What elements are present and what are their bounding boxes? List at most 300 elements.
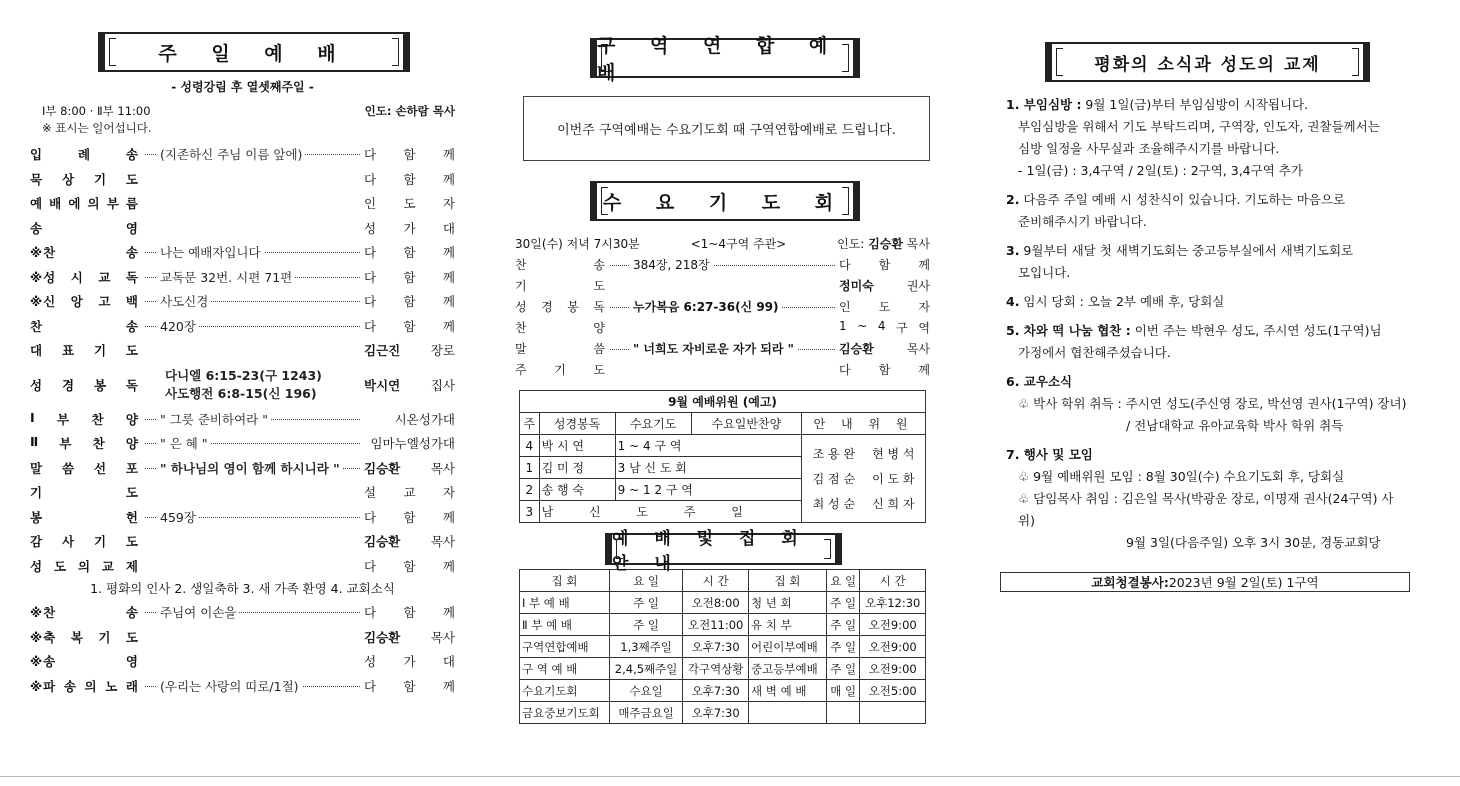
news-item-head: 2. (1006, 192, 1020, 207)
label-part: 교 (403, 485, 416, 501)
wednesday-order-row (515, 338, 930, 359)
standing-note: ※ 표시는 일어섭니다. (42, 121, 152, 135)
schedule-cell: 오전9:00 (860, 636, 926, 658)
label-part: 함 (878, 363, 891, 377)
committee-title-row (520, 391, 926, 413)
label-part: ※찬 (30, 245, 57, 261)
label-part: 시 (70, 269, 84, 285)
wednesday-meta (515, 235, 930, 252)
schedule-cell: 금요중보기도회 (520, 702, 610, 724)
wednesday-item-name (515, 277, 610, 294)
order-item-person (360, 483, 455, 501)
schedule-cell: 각구역상황 (683, 658, 749, 680)
schedule-cell: 2,4,5째주일 (609, 658, 682, 680)
label-part: 다 (364, 678, 377, 694)
union-notice: 이번주 구역예배는 수요기도회 때 구역연합예배로 드립니다. (523, 96, 930, 161)
order-item-name (30, 459, 145, 477)
schedule-cell: 청 년 회 (749, 592, 827, 614)
schedule-header-cell: 시 간 (683, 570, 749, 592)
union-worship-title: 구 역 연 합 예 배 (590, 38, 860, 78)
worship-order-row (30, 216, 455, 241)
news-item-head: 3. (1006, 243, 1020, 258)
wednesday-item-text: " 너희도 자비로운 자가 되라 " (630, 342, 797, 356)
label-part: 함 (878, 258, 891, 272)
wednesday-order-list (515, 254, 930, 380)
news-item (1006, 240, 1410, 284)
service-times: Ⅰ부 8:00 · Ⅱ부 11:00 (42, 104, 151, 118)
news-list (1000, 94, 1410, 554)
order-item-person (360, 292, 455, 310)
label-part: 께 (442, 678, 455, 694)
label-part: 성 (364, 220, 377, 236)
label-part: ※파 (30, 678, 57, 694)
label-part: 께 (918, 258, 930, 272)
news-item-line: 심방 일정을 사무실과 조율해주시기를 바랍니다. (1018, 141, 1280, 156)
schedule-cell: 수요일 (609, 680, 682, 702)
order-item-detail (145, 292, 360, 310)
order-item-person (360, 145, 455, 163)
schedule-cell: 주 일 (826, 592, 860, 614)
label-part: ~ (857, 319, 868, 333)
usher-name: 이 도 화 (872, 472, 915, 486)
usher-name: 현 병 석 (872, 447, 915, 461)
label-part: 함 (403, 147, 416, 163)
label-part: 봉 (30, 509, 44, 525)
label-part: 표 (61, 343, 76, 359)
label-part: 구 (896, 321, 908, 335)
news-item-line: 부임심방을 위해서 기도 부탁드리며, 구역장, 인도자, 권찰들께서는 (1018, 119, 1380, 134)
label-part: 가 (403, 220, 416, 236)
scripture-line: 사도행전 6:8-15(신 196) (165, 385, 317, 401)
person-title: 집사 (430, 377, 455, 393)
worship-order-row (30, 363, 455, 407)
label-part: 도 (593, 363, 605, 377)
wednesday-item-person (835, 298, 930, 315)
label-part: 다 (364, 558, 377, 574)
label-part: 기 (93, 343, 108, 359)
committee-reader: 남 신 도 주 일 (539, 501, 802, 523)
person-name: 김승환 (839, 342, 874, 356)
news-item-text: 9월 1일(금)부터 부임심방이 시작됩니다. (1081, 97, 1309, 112)
worship-order-row (30, 600, 455, 625)
usher-name: 김 점 순 (812, 472, 856, 486)
news-item (1006, 94, 1410, 182)
label-part: 도 (878, 300, 891, 314)
wednesday-order-row (515, 296, 930, 317)
label-part: 께 (442, 605, 455, 621)
worship-order-row (30, 505, 455, 530)
label-part: 께 (442, 269, 455, 285)
label-part: 부 (106, 196, 120, 212)
label-part: 도 (593, 279, 605, 293)
label-part: 송 (125, 318, 139, 334)
label-part: Ⅰ (30, 409, 36, 425)
label-part: 의 (84, 678, 98, 694)
wednesday-order-row (515, 254, 930, 275)
cleaning-value: 2023년 9월 2일(토) 1구역 (1168, 575, 1319, 590)
wednesday-item-person (835, 256, 930, 273)
worship-committee-table (519, 390, 926, 523)
label-part: 영 (125, 654, 139, 670)
schedule-row (520, 592, 926, 614)
wednesday-order-row (515, 359, 930, 380)
worship-order-row (30, 554, 455, 579)
order-item-name (30, 532, 145, 550)
order-item-person (360, 341, 455, 359)
schedule-cell: 오전9:00 (860, 614, 926, 636)
news-item-text: 9월부터 새달 첫 새벽기도회는 중고등부실에서 새벽기도회로 (1019, 243, 1354, 258)
label-part: ※송 (30, 654, 57, 670)
label-part: 찬 (515, 321, 527, 335)
order-item-text: " 하나님의 영이 함께 하시니라 " (157, 461, 343, 476)
label-part: 께 (442, 245, 455, 261)
news-item-heading (1006, 189, 1410, 211)
label-part: 도 (125, 485, 139, 501)
label-part: 복 (70, 629, 84, 645)
wednesday-item-detail (610, 340, 835, 357)
label-part: 도 (125, 629, 139, 645)
order-item-detail (145, 317, 360, 335)
order-item-text: 주님여 이손을 (157, 605, 239, 620)
label-part: 성 (515, 300, 527, 314)
order-item-person (360, 410, 455, 428)
sunday-worship-title: 주 일 예 배 (98, 32, 410, 72)
label-part: 도 (125, 343, 139, 359)
wednesday-date: 30일(수) 저녁 7시30분 (515, 237, 640, 251)
schedule-cell (860, 702, 926, 724)
label-part: 다 (364, 294, 377, 310)
order-item-person (360, 194, 455, 212)
order-item-name (30, 508, 145, 526)
label-part: 찬 (30, 318, 44, 334)
label-part: 다 (364, 245, 377, 261)
order-item-detail (145, 268, 360, 286)
label-part: 도 (125, 171, 139, 187)
schedule-header-cell: 집 회 (520, 570, 610, 592)
wednesday-leader: 인도: 김승환 목사 (837, 237, 930, 251)
label-part: 역 (918, 321, 930, 335)
label-part: 성 (30, 377, 44, 393)
order-item-text: 사도신경 (157, 294, 211, 309)
committee-header-row (520, 413, 926, 435)
order-item-text: " 그릇 준비하여라 " (157, 412, 271, 427)
label-part: 송 (30, 220, 44, 236)
order-item-detail (145, 410, 360, 428)
label-part: 께 (442, 509, 455, 525)
order-item-person (360, 652, 455, 670)
label-part: 례 (77, 147, 92, 163)
label-part: 기 (554, 363, 566, 377)
news-item-line: ♧ 담임목사 취임 : 김은일 목사(박광운 장로, 이명재 권사(24구역) 사위) (1018, 491, 1394, 528)
person-name: 김승환 (364, 629, 401, 645)
worship-order-row (30, 338, 455, 363)
label-part: 상 (61, 171, 76, 187)
worship-order-row (30, 431, 455, 456)
label-part: 4 (877, 319, 886, 333)
label-part: 함 (403, 605, 416, 621)
scripture-line: 다니엘 6:15-23(구 1243) (165, 367, 322, 383)
label-part: 께 (442, 294, 455, 310)
order-item-name (30, 628, 145, 646)
order-item-person (360, 677, 455, 695)
label-part: ※성 (30, 269, 57, 285)
label-part: 봉 (567, 300, 579, 314)
schedule-header-cell: 요 일 (609, 570, 682, 592)
label-part: 께 (442, 558, 455, 574)
label-part: 도 (53, 558, 68, 574)
person-title: 목사 (430, 629, 455, 645)
committee-header-cell: 수요기도 (615, 413, 691, 435)
label-part: 다 (839, 258, 851, 272)
order-item-person (360, 434, 455, 452)
news-item-head: 4. (1006, 294, 1020, 309)
label-part: 입 (30, 147, 44, 163)
order-item-person (360, 268, 455, 286)
label-part: 찬 (515, 258, 527, 272)
news-item (1006, 320, 1410, 364)
label-part: 기 (98, 629, 112, 645)
order-item-detail (145, 603, 360, 621)
news-item-heading (1006, 291, 1410, 313)
label-part: Ⅱ (30, 434, 40, 450)
label-part: 다 (364, 605, 377, 621)
worship-subtitle: - 성령강림 후 열셋째주일 - (171, 80, 314, 94)
worship-order-row (30, 191, 455, 216)
order-item-name (30, 677, 145, 695)
label-part: 성 (30, 558, 44, 574)
label-part: 름 (125, 196, 139, 212)
committee-reader: 송 행 숙 (539, 479, 615, 501)
news-item-line: - 1일(금) : 3,4구역 / 2일(토) : 2구역, 3,4구역 추가 (1018, 163, 1303, 178)
label-part: 대 (442, 654, 455, 670)
order-item-name (30, 219, 145, 237)
person-name: 정미숙 (839, 279, 874, 293)
order-item-name (30, 341, 145, 359)
label-part: 대 (30, 343, 44, 359)
wednesday-item-person (835, 340, 930, 357)
schedule-table (519, 569, 926, 724)
label-part: ※축 (30, 629, 57, 645)
order-item-name (30, 268, 145, 286)
order-item-person (360, 317, 455, 335)
label-part: 선 (93, 460, 108, 476)
label-part: 양 (125, 436, 139, 452)
ushers-cell (802, 435, 926, 523)
order-item-detail (145, 243, 360, 261)
label-part: ※신 (30, 294, 57, 310)
person-title: 목사 (430, 460, 455, 476)
worship-order-row (30, 674, 455, 699)
label-part: 기 (93, 534, 108, 550)
label-part: 묵 (30, 171, 44, 187)
schedule-cell: 구역연합예배 (520, 636, 610, 658)
person-title: 목사 (430, 534, 455, 550)
label-part: 영 (125, 220, 139, 236)
worship-order-row (30, 265, 455, 290)
order-item-name (30, 292, 145, 310)
sunday-worship-column (30, 0, 455, 698)
worship-order-row (30, 625, 455, 650)
ushers-grid (804, 445, 923, 512)
committee-week: 4 (520, 435, 540, 457)
schedule-cell: 오전5:00 (860, 680, 926, 702)
schedule-cell: Ⅱ 부 예 배 (520, 614, 610, 636)
schedule-row (520, 702, 926, 724)
order-item-person (360, 376, 455, 394)
committee-reader: 김 미 정 (539, 457, 615, 479)
cleaning-service-box (1000, 572, 1410, 592)
order-item-name (30, 557, 145, 575)
wednesday-item-person (835, 361, 930, 378)
label-part: 다 (364, 171, 377, 187)
label-part: 독 (125, 377, 139, 393)
schedule-cell: 수요기도회 (520, 680, 610, 702)
label-part: 함 (403, 558, 416, 574)
order-item-name (30, 194, 145, 212)
label-part: 부 (57, 411, 71, 427)
order-item-text: " 은 혜 " (157, 436, 211, 451)
label-part: 함 (403, 269, 416, 285)
schedule-cell: 주 일 (609, 614, 682, 636)
committee-prayer: 9 ~ 1 2 구 역 (615, 479, 801, 501)
worship-order-row (30, 407, 455, 432)
schedule-cell: 오후7:30 (683, 702, 749, 724)
service-meta (30, 103, 455, 119)
news-item (1006, 189, 1410, 233)
committee-header-cell: 성경봉독 (539, 413, 615, 435)
label-part: 고 (98, 294, 112, 310)
label-part: 말 (30, 460, 44, 476)
person-name: 김승환 (364, 534, 401, 550)
order-item-detail (145, 459, 360, 477)
label-part: 양 (593, 321, 605, 335)
schedule-row (520, 680, 926, 702)
schedule-cell: 1,3째주일 (609, 636, 682, 658)
news-item-head: 6. 교우소식 (1006, 374, 1073, 389)
person-title: 목사 (906, 342, 930, 356)
worship-order-row (30, 649, 455, 674)
label-part: 기 (93, 171, 108, 187)
label-part: 기 (30, 485, 44, 501)
label-part: 노 (105, 678, 119, 694)
schedule-cell: 매 일 (826, 680, 860, 702)
label-part: 포 (125, 460, 139, 476)
label-part: 께 (442, 171, 455, 187)
schedule-cell: 오후12:30 (860, 592, 926, 614)
label-part: 송 (125, 245, 139, 261)
wednesday-item-text: 384장, 218장 (630, 258, 713, 272)
order-item-detail (145, 677, 360, 695)
news-item-text: 이번 주는 박현우 성도, 주시연 성도(1구역)님 (1130, 323, 1382, 338)
label-part: 의 (87, 196, 101, 212)
fellowship-line: 1. 평화의 인사 2. 생일축하 3. 새 가족 환영 4. 교회소식 (90, 581, 395, 596)
person-title: 장로 (430, 343, 455, 359)
schedule-cell: 어린이부예배 (749, 636, 827, 658)
label-part: 설 (364, 485, 377, 501)
order-item-text: 459장 (157, 510, 199, 525)
label-part: 제 (125, 558, 139, 574)
committee-reader: 박 시 연 (539, 435, 615, 457)
order-item-text: (우리는 사랑의 띠로/1절) (157, 679, 302, 694)
wednesday-item-person (835, 277, 930, 294)
schedule-cell: 구 역 예 배 (520, 658, 610, 680)
label-part: 찬 (91, 411, 105, 427)
schedule-row (520, 636, 926, 658)
label-part: 의 (77, 558, 92, 574)
committee-row (520, 435, 926, 457)
schedule-cell: 주 일 (609, 592, 682, 614)
label-part: 자 (918, 300, 930, 314)
label-part: 성 (364, 654, 377, 670)
schedule-row (520, 658, 926, 680)
news-item (1006, 371, 1410, 437)
usher-name: 신 희 자 (872, 497, 915, 511)
order-item-name (30, 317, 145, 335)
order-item-text: 교독문 32번. 시편 71편 (157, 270, 295, 285)
label-part: 송 (125, 605, 139, 621)
order-item-name (30, 410, 145, 428)
wednesday-prayer-title: 수 요 기 도 회 (590, 181, 860, 221)
schedule-header-cell: 시 간 (860, 570, 926, 592)
worship-order-row (30, 480, 455, 505)
news-item-head: 5. 차와 떡 나눔 협찬 : (1006, 323, 1131, 338)
label-part: 함 (403, 171, 416, 187)
label-part: 함 (403, 678, 416, 694)
label-part: 배 (49, 196, 63, 212)
label-part: 말 (515, 342, 527, 356)
wednesday-item-detail (610, 298, 835, 315)
news-item-line: 모입니다. (1018, 265, 1071, 280)
wednesday-item-name (515, 340, 610, 357)
order-item-text: (지존하신 주님 이름 앞에) (157, 147, 305, 162)
label-part: 도 (125, 534, 139, 550)
order-item-name (30, 243, 145, 261)
worship-leader: 인도: 손하람 목사 (364, 104, 455, 118)
label-part: 감 (30, 534, 44, 550)
wednesday-item-person (835, 319, 930, 336)
schedule-header-cell: 집 회 (749, 570, 827, 592)
wednesday-order-row (515, 275, 930, 296)
order-item-text: 420장 (157, 319, 199, 334)
label-part: 교 (98, 269, 112, 285)
order-item-person (360, 459, 455, 477)
worship-order-row (30, 456, 455, 481)
news-item (1006, 444, 1410, 554)
label-part: 백 (125, 294, 139, 310)
person-name: 김근진 (364, 343, 401, 359)
label-part: 께 (442, 147, 455, 163)
committee-header-cell: 수요일반찬양 (691, 413, 801, 435)
committee-title: 9월 예배위원 (예고) (520, 391, 926, 413)
label-part: 찬 (92, 436, 106, 452)
committee-header-cell: 주 (520, 413, 540, 435)
committee-header-cell: 안 내 위 원 (802, 413, 926, 435)
order-item-name (30, 145, 145, 163)
label-part: 인 (364, 196, 377, 212)
label-part: 경 (61, 377, 76, 393)
label-part: 주 (515, 363, 527, 377)
order-item-name (30, 603, 145, 621)
schedule-cell: Ⅰ 부 예 배 (520, 592, 610, 614)
label-part: 대 (442, 220, 455, 236)
label-part: 예 (30, 196, 44, 212)
news-item-line: 가정에서 협찬해주셨습니다. (1018, 345, 1171, 360)
label-part: 임마누엘성가대 (370, 436, 455, 452)
label-part: 사 (61, 534, 76, 550)
order-item-detail (145, 145, 360, 163)
schedule-cell (749, 702, 827, 724)
label-part: 가 (403, 654, 416, 670)
